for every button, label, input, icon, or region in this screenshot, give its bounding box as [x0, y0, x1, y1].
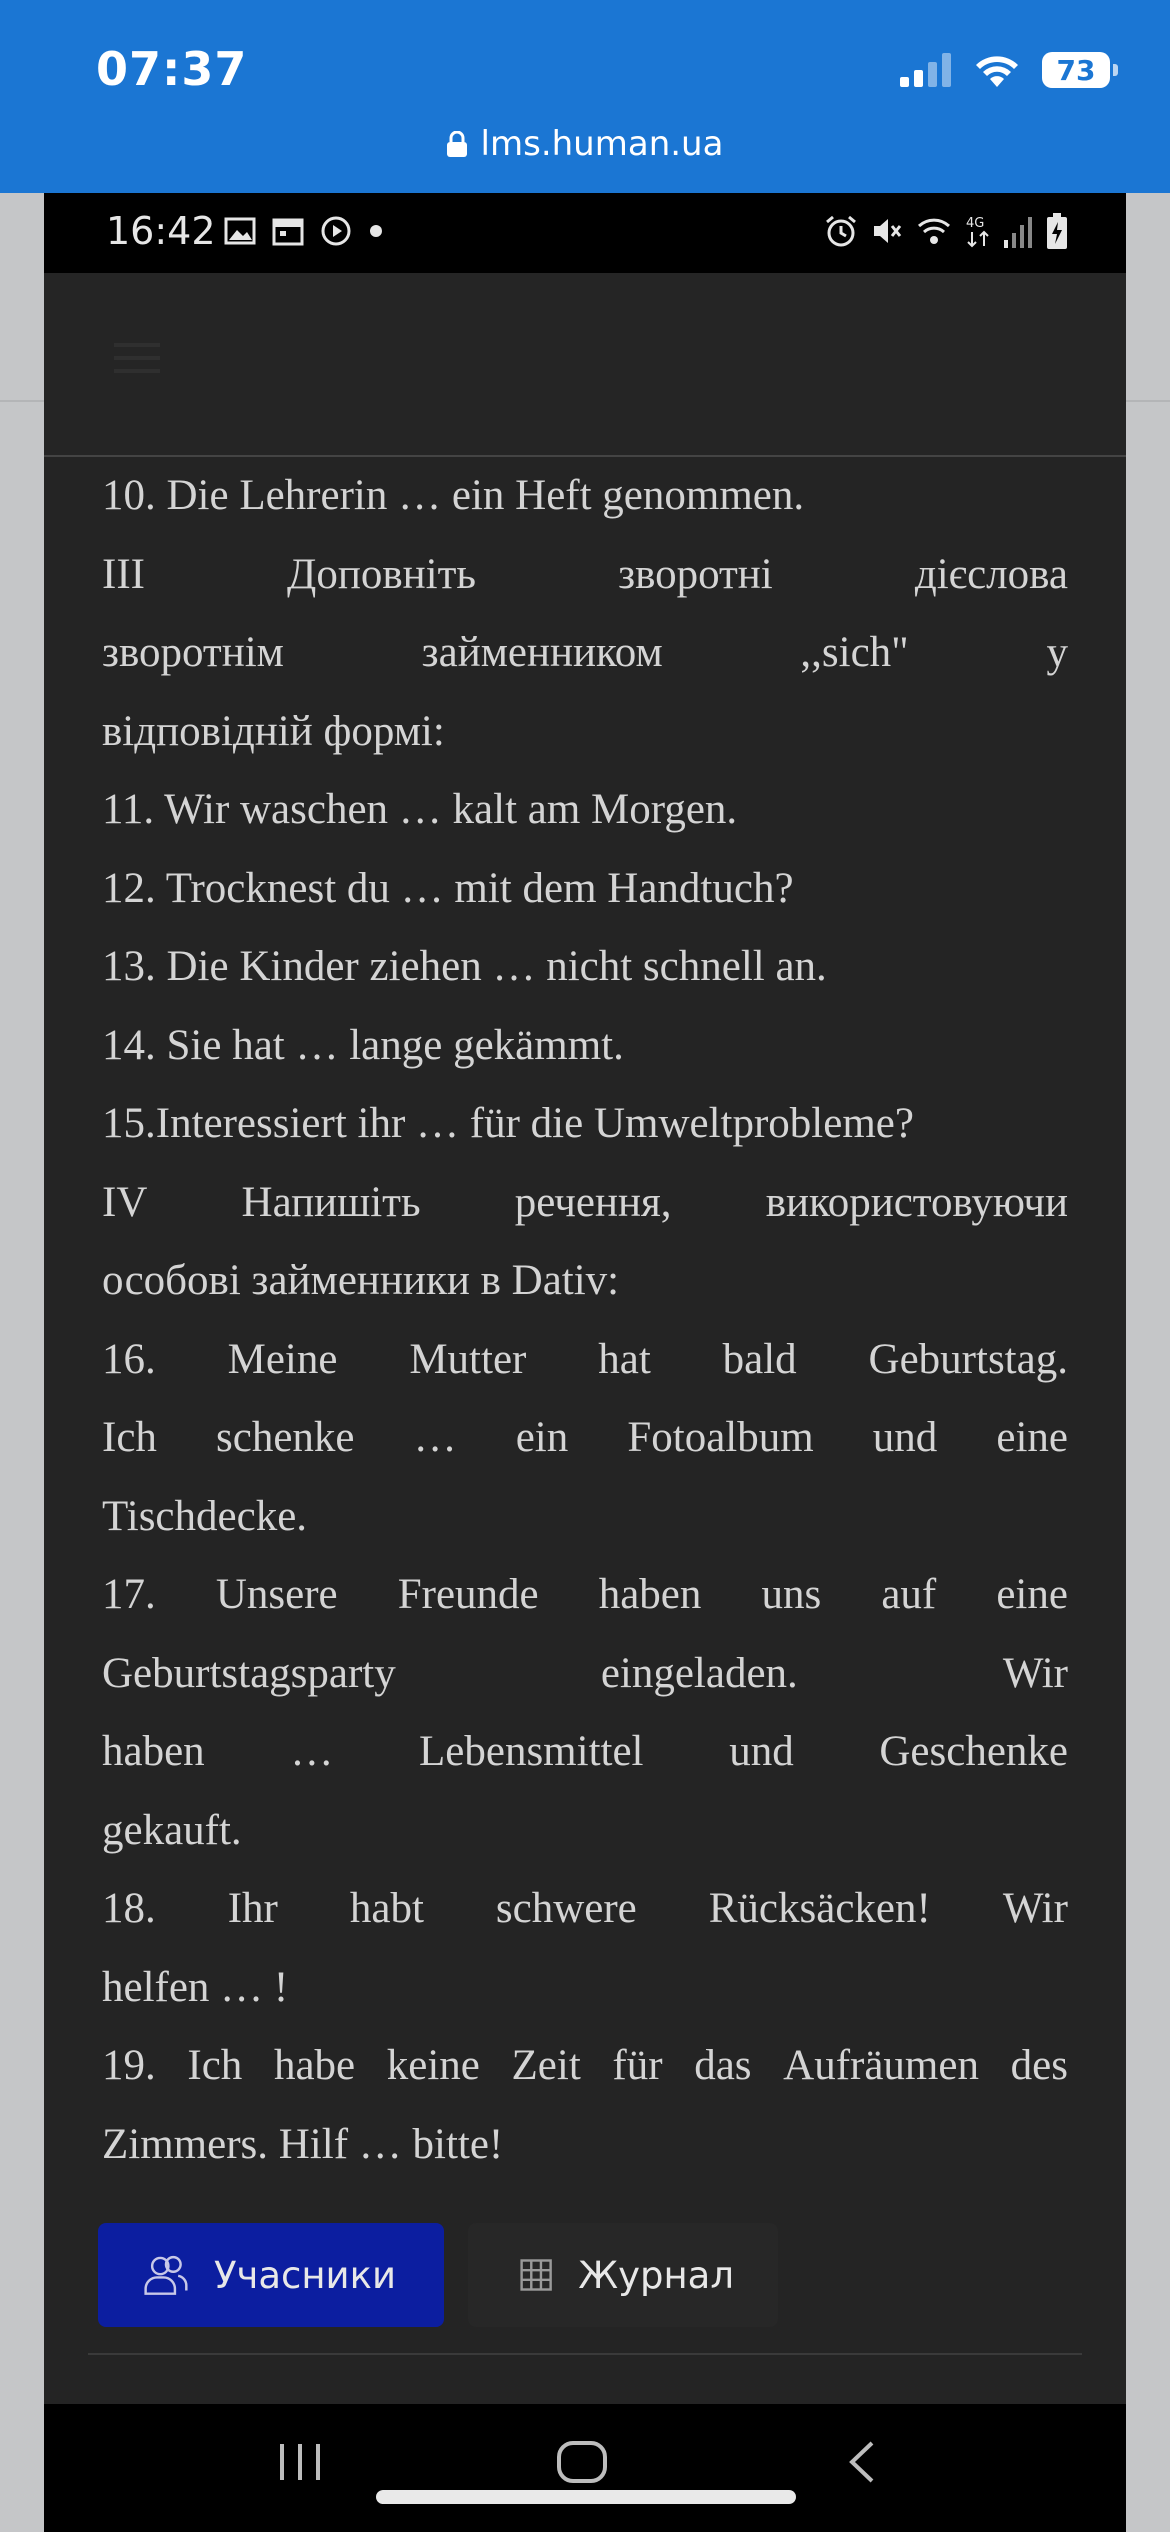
- word: …: [413, 1414, 457, 1461]
- word: 19.: [102, 2042, 156, 2089]
- word: дієслова: [914, 550, 1068, 598]
- back-icon[interactable]: [844, 2440, 878, 2484]
- battery-charging-icon: [1046, 213, 1068, 249]
- text-line: helfen … !: [102, 1963, 289, 2011]
- word: ,,sich": [800, 629, 909, 676]
- word: Доповніть: [287, 550, 477, 598]
- url-text: lms.human.ua: [480, 124, 724, 164]
- text-line: [102, 1556, 1068, 1635]
- word: haben: [102, 1728, 205, 1775]
- word: Meine: [227, 1335, 338, 1383]
- word: Zeit: [511, 2042, 581, 2089]
- word: haben: [598, 1571, 702, 1618]
- calendar-icon: [272, 216, 304, 246]
- text-line: [102, 1635, 1068, 1714]
- text-line: [102, 1870, 1068, 1949]
- svg-text:4G: 4G: [966, 216, 985, 231]
- play-circle-icon: [320, 215, 352, 247]
- word: Geschenke: [879, 1728, 1068, 1775]
- word: keine: [386, 2042, 480, 2089]
- word: Geburtstagsparty: [102, 1649, 396, 1697]
- people-icon: [144, 2250, 188, 2300]
- text-line: [102, 1399, 1068, 1478]
- menu-icon[interactable]: [114, 343, 160, 382]
- word: ein: [515, 1414, 569, 1461]
- word: зворотні: [618, 550, 773, 598]
- word: Lebensmittel: [419, 1728, 644, 1775]
- word: habt: [349, 1885, 424, 1932]
- word: Mutter: [409, 1335, 527, 1383]
- image-icon: [224, 216, 256, 246]
- text-line: 14. Sie hat … lange gekämmt.: [102, 1021, 624, 1069]
- word: Ihr: [227, 1885, 278, 1932]
- word: schenke: [216, 1414, 355, 1461]
- text-line: 11. Wir waschen … kalt am Morgen.: [102, 786, 738, 833]
- tab-participants[interactable]: [98, 2223, 444, 2327]
- word: und: [729, 1728, 794, 1775]
- ios-status-icons: [900, 52, 1110, 88]
- wifi-call-icon: [916, 214, 954, 248]
- text-line: gekauft.: [102, 1806, 242, 1854]
- text-line: [102, 2027, 1068, 2106]
- word: Unsere: [215, 1571, 338, 1618]
- lock-icon: [447, 131, 467, 157]
- alarm-icon: [824, 214, 858, 248]
- word: речення,: [514, 1178, 672, 1226]
- word: 18.: [102, 1885, 156, 1932]
- android-status-bar: [44, 193, 1126, 273]
- recents-icon[interactable]: [278, 2440, 322, 2484]
- word: hat: [598, 1335, 651, 1383]
- tab-journal[interactable]: [468, 2223, 778, 2327]
- word: 16.: [102, 1335, 156, 1383]
- text-line: 15.Interessiert ihr … für die Umweltprobleme?: [102, 1100, 914, 1147]
- tab-participants-label: Учасники: [213, 2253, 396, 2297]
- mute-icon: [870, 214, 904, 248]
- word: Fotoalbum: [627, 1414, 814, 1461]
- address-bar[interactable]: [0, 124, 1170, 164]
- grid-icon: [520, 2255, 552, 2295]
- word: 17.: [102, 1571, 156, 1618]
- word: schwere: [495, 1885, 637, 1932]
- android-clock: 16:42: [106, 209, 216, 253]
- word: Freunde: [397, 1571, 539, 1618]
- text-line: [102, 1164, 1068, 1243]
- course-tabs: [98, 2223, 778, 2327]
- word: Напишіть: [241, 1178, 421, 1226]
- browser-top-bar: [0, 0, 1170, 193]
- word: des: [1010, 2042, 1068, 2089]
- word: …: [290, 1728, 334, 1775]
- signal-icon: [1004, 214, 1034, 248]
- android-notification-icons: [224, 215, 384, 247]
- home-icon[interactable]: [556, 2440, 608, 2484]
- word: IV: [102, 1178, 148, 1226]
- tab-journal-label: Журнал: [578, 2253, 734, 2297]
- text-line: особові займенники в Dativ:: [102, 1257, 620, 1304]
- word: Ich: [102, 1414, 157, 1461]
- word: використовуючи: [765, 1178, 1068, 1226]
- ios-clock: 07:37: [96, 42, 248, 96]
- word: bald: [722, 1335, 797, 1383]
- android-system-icons: [824, 213, 1068, 249]
- home-indicator[interactable]: [376, 2490, 796, 2504]
- word: uns: [761, 1571, 822, 1618]
- word: III: [102, 550, 145, 598]
- embedded-screenshot: [44, 193, 1126, 2532]
- text-line: Zimmers. Hilf … bitte!: [102, 2120, 504, 2168]
- word: habe: [273, 2042, 356, 2089]
- word: Rücksäcken!: [708, 1885, 931, 1932]
- dot-icon: [368, 223, 384, 239]
- word: Wir: [1002, 1885, 1068, 1932]
- section-divider: [88, 2353, 1082, 2355]
- text-line: [102, 536, 1068, 615]
- text-line: [102, 1321, 1068, 1400]
- word: eingeladen.: [600, 1649, 798, 1697]
- text-line: [102, 1713, 1068, 1792]
- text-line: 12. Trocknest du … mit dem Handtuch?: [102, 864, 794, 912]
- word: займенником: [421, 629, 663, 676]
- word: eine: [996, 1414, 1068, 1461]
- text-line: 13. Die Kinder ziehen … nicht schnell an.: [102, 943, 827, 990]
- wifi-icon: [974, 53, 1020, 87]
- 4g-icon: [966, 214, 992, 248]
- battery-icon: 73: [1042, 52, 1110, 88]
- word: Geburtstag.: [868, 1335, 1068, 1383]
- word: das: [694, 2042, 752, 2089]
- text-line: відповідній формі:: [102, 707, 445, 755]
- word: Wir: [1002, 1649, 1068, 1697]
- word: und: [872, 1414, 938, 1461]
- text-line: 10. Die Lehrerin … ein Heft genommen.: [102, 472, 805, 519]
- word: für: [612, 2042, 663, 2089]
- text-line: [102, 614, 1068, 693]
- word: auf: [881, 1571, 937, 1618]
- text-line: Tischdecke.: [102, 1492, 308, 1540]
- app-header: [44, 273, 1126, 457]
- word: Aufräumen: [783, 2042, 979, 2089]
- cellular-signal-icon: [900, 53, 952, 87]
- word: Ich: [187, 2042, 243, 2089]
- word: eine: [996, 1571, 1068, 1618]
- word: у: [1046, 629, 1068, 676]
- android-nav-bar: [44, 2404, 1126, 2532]
- word: зворотнім: [102, 629, 284, 676]
- exercise-text: [102, 457, 1068, 2184]
